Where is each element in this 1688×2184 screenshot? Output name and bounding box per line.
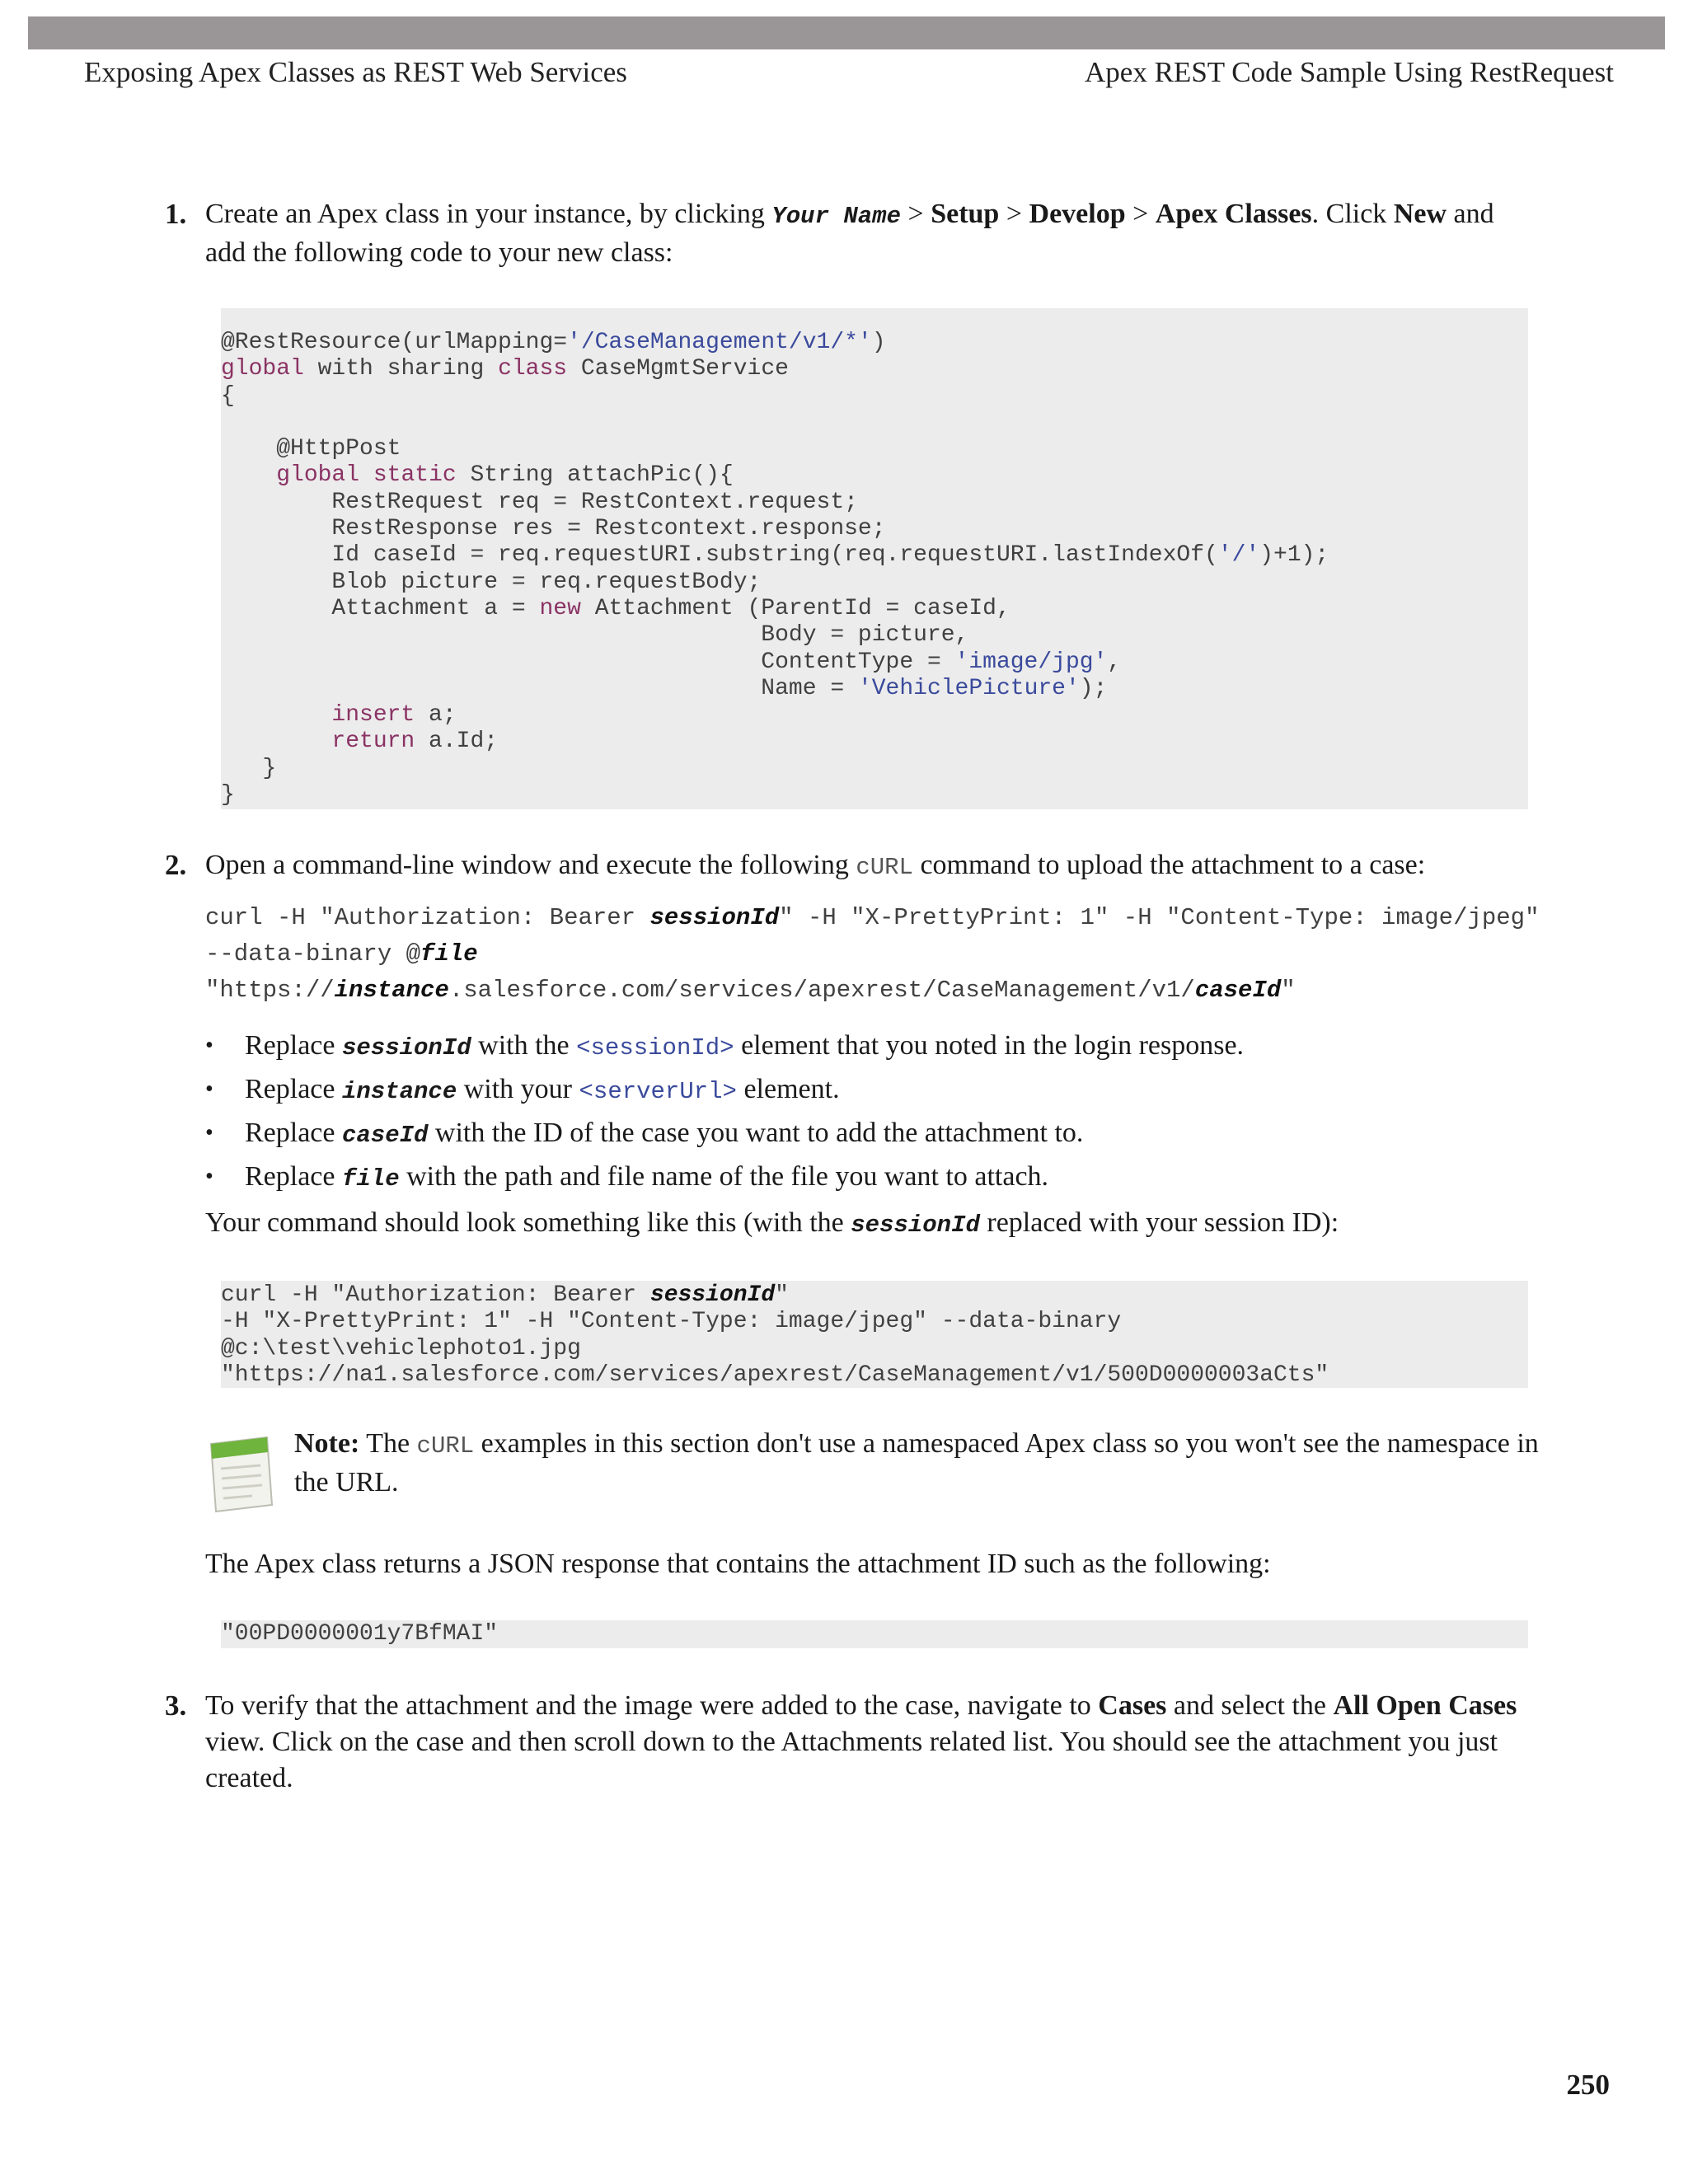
curl-command-template: curl -H "Authorization: Bearer sessionId" -H "X-PrettyPrint: 1" -H "Content-Type: image/jpeg" --data-binary @file "https://instance.salesforce.com/services/apexrest/CaseManagement/v1/caseId" xyxy=(205,904,1540,1004)
step-1-text: Create an Apex class in your instance, by clicking Your Name > Setup > Develop > Apex Classes. Click New and add the following code to your new class: xyxy=(205,199,1494,268)
apex-classes-menu: Apex Classes xyxy=(1155,199,1312,229)
curl-example-code-block: curl -H "Authorization: Bearer sessionId" -H "X-PrettyPrint: 1" -H "Content-Type: image/jpeg" --data-binary @c:\test\vehiclephoto1.jpg "https://na1.salesforce.com/services/apexrest/CaseManagement/v1/500D0000003aCts" xyxy=(221,1281,1528,1388)
list-item: • Replace instance with your <serverUrl> element. xyxy=(205,1069,1540,1113)
note-icon xyxy=(206,1432,274,1515)
replace-instructions-list xyxy=(205,1025,1540,1200)
header-bar xyxy=(28,16,1665,49)
step-3-text: To verify that the attachment and the image were added to the case, navigate to Cases and select the All Open Cases view. Click on the case and then scroll down to the Attachments related list. You should see the attachment you just created. xyxy=(205,1690,1517,1793)
new-button-label: New xyxy=(1393,199,1447,229)
apex-code-block: @RestResource(urlMapping='/CaseManagement/v1/*') global with sharing class CaseMgmtService { @HttpPost global static String attachPic(){ RestRequest req = RestContext.request; RestResponse res = Restcontext.response; Id caseId = req.requestURI.substring(req.requestURI.lastIndexOf('/')+1); Blob picture = req.requestBody; Attachment a = new Attachment (ParentId = caseId, Body = picture, ContentType = 'image/jpg', Name = 'VehiclePicture'); insert a; return a.Id; } } xyxy=(221,308,1528,809)
json-response-intro: The Apex class returns a JSON response that contains the attachment ID such as the following: xyxy=(205,1549,1271,1579)
command-example-intro: Your command should look something like this (with the sessionId replaced with your session ID): xyxy=(205,1207,1339,1239)
json-response-code: "00PD0000001y7BfMAI" xyxy=(221,1620,1528,1648)
list-item: • Replace caseId with the ID of the case you want to add the attachment to. xyxy=(205,1113,1540,1156)
list-item: • Replace file with the path and file name of the file you want to attach. xyxy=(205,1156,1540,1200)
step-2-number: 2. xyxy=(165,849,187,881)
list-item: • Replace sessionId with the <sessionId> element that you noted in the login response. xyxy=(205,1025,1540,1069)
step-2-text: Open a command-line window and execute the following cURL command to upload the attachment to a case: xyxy=(205,850,1426,881)
note-text: Note: The cURL examples in this section don't use a namespaced Apex class so you won't see the namespace in the URL. xyxy=(294,1428,1539,1497)
step-3-number: 3. xyxy=(165,1690,187,1722)
page-number: 250 xyxy=(1566,2069,1610,2101)
header-right-title: Apex REST Code Sample Using RestRequest xyxy=(1085,56,1614,88)
setup-menu: Setup xyxy=(931,199,1000,229)
step-1-number: 1. xyxy=(165,198,187,230)
your-name-menu: Your Name xyxy=(771,203,901,230)
develop-menu: Develop xyxy=(1029,199,1126,229)
header-left-title: Exposing Apex Classes as REST Web Services xyxy=(84,56,627,88)
